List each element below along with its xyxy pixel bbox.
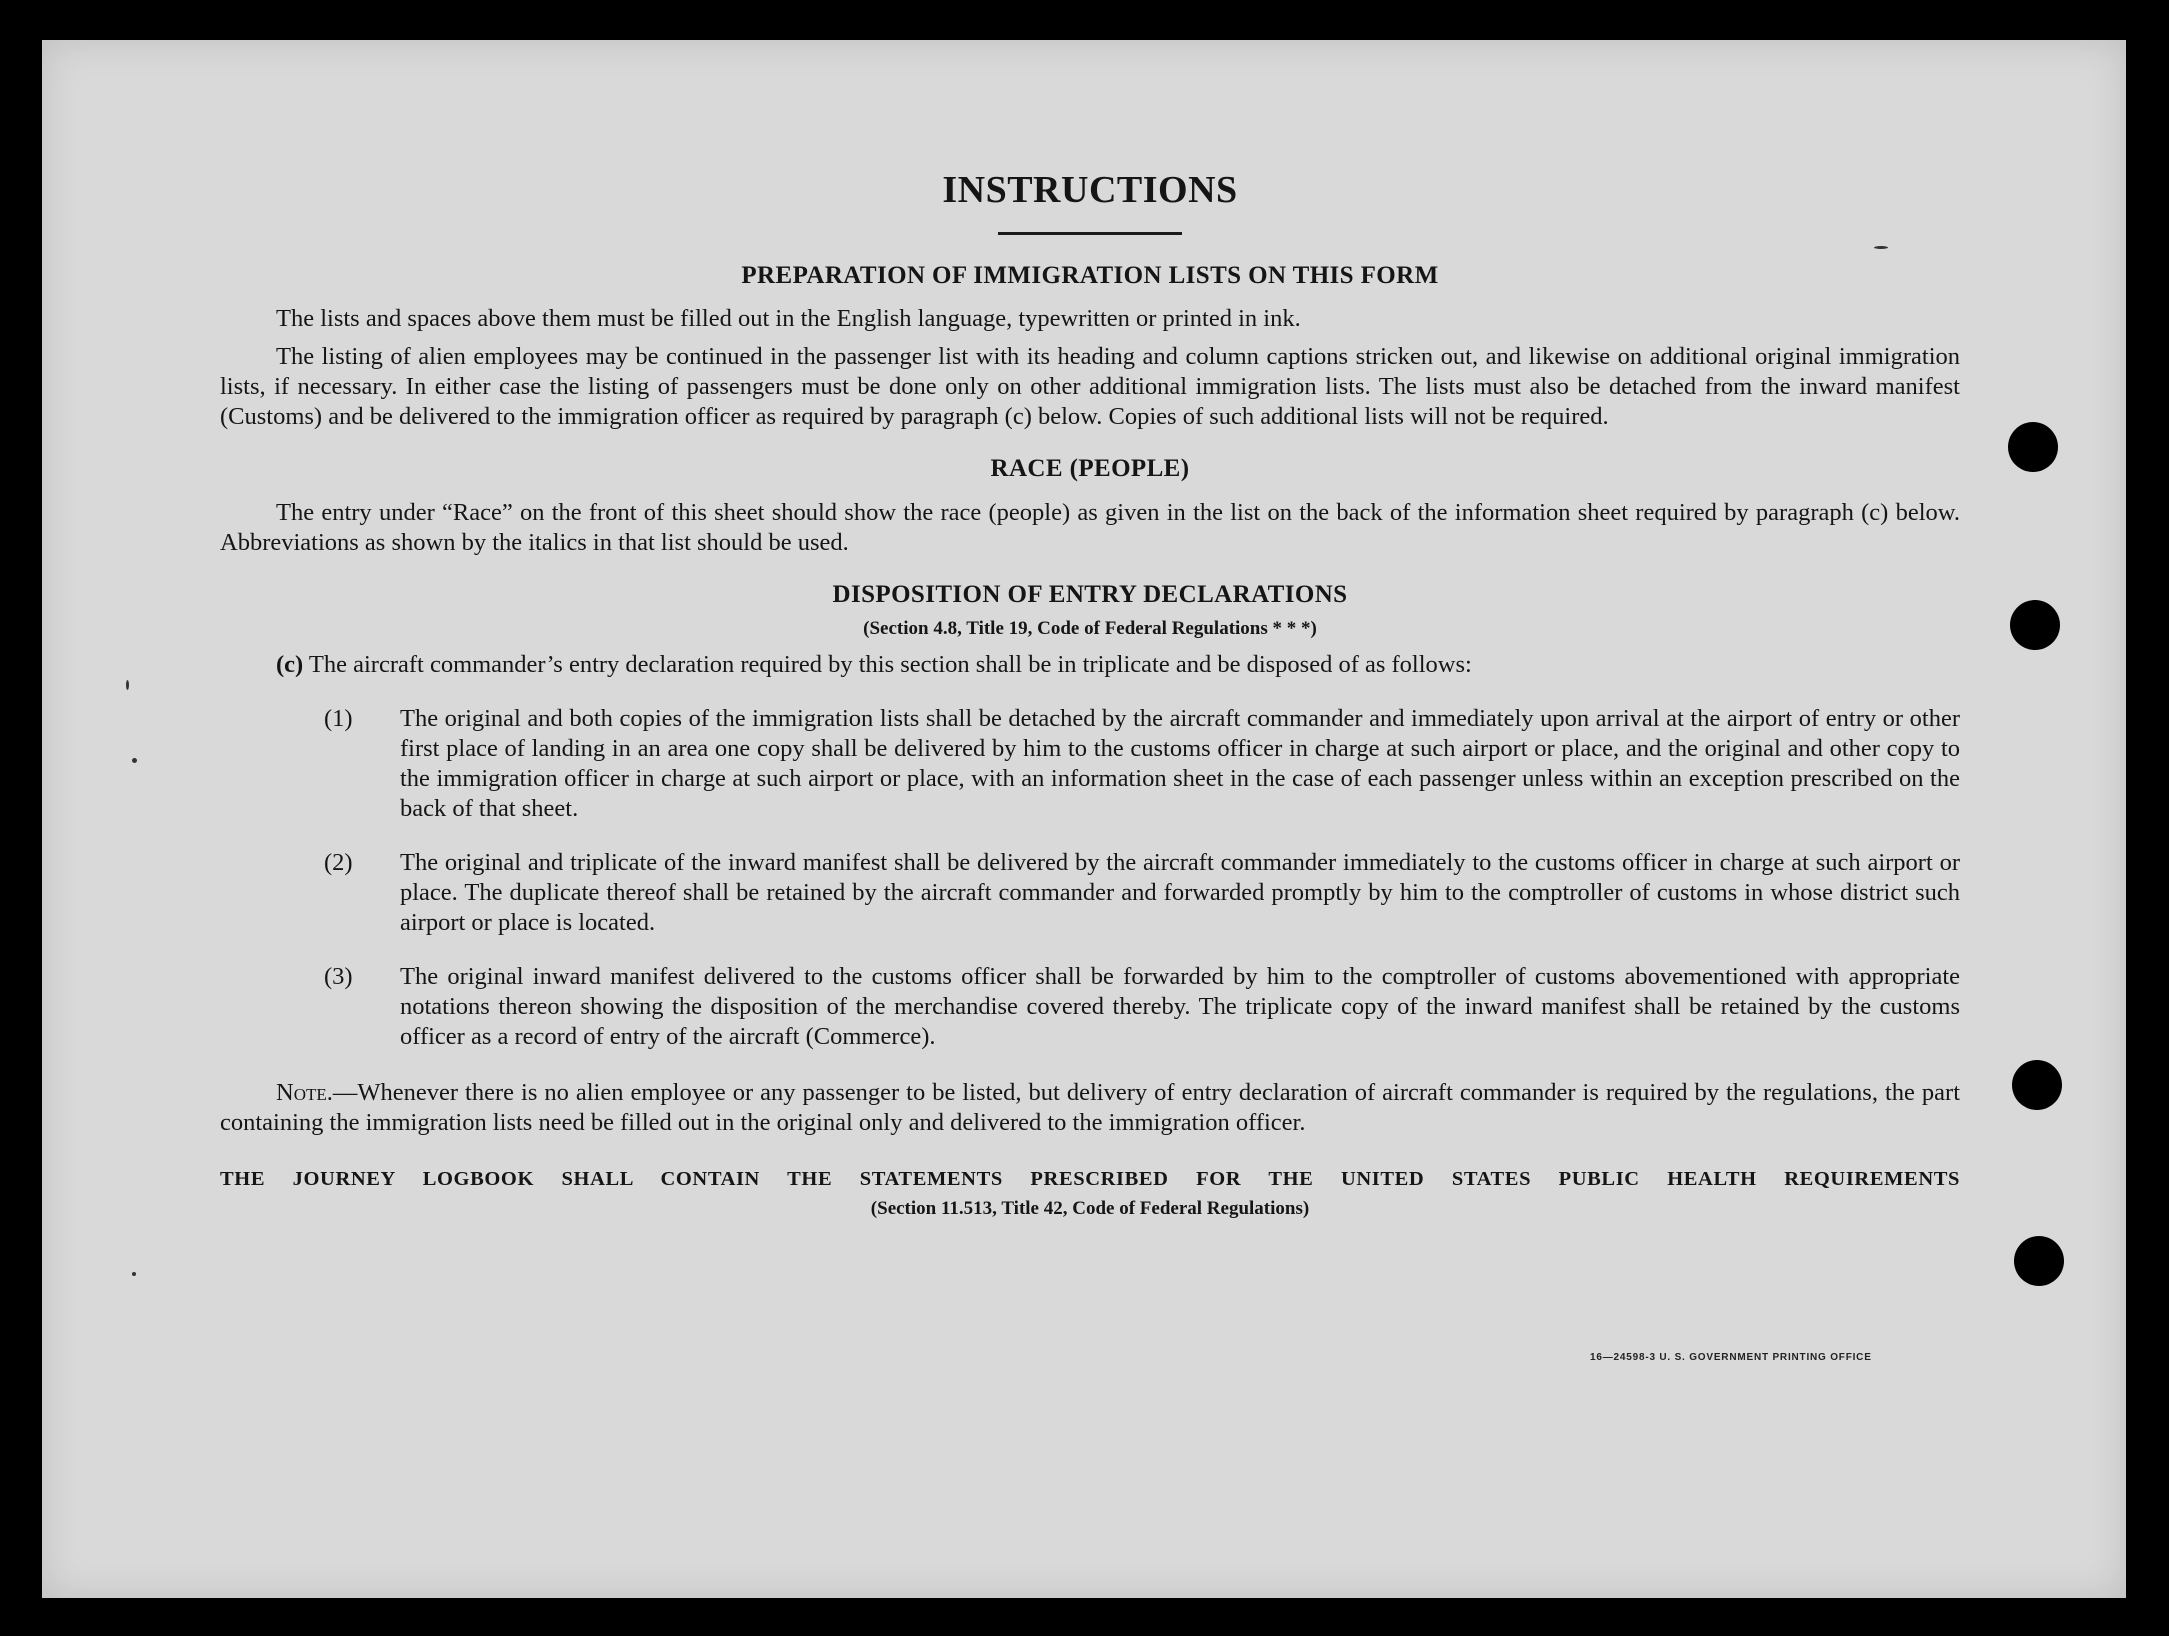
clause-c-text: The aircraft commander’s entry declaration required by this section shall be in triplicate and be disposed of as follows: <box>308 651 1472 678</box>
speck-mark <box>132 1272 136 1276</box>
punch-hole <box>2012 1060 2062 1110</box>
punch-hole <box>2010 600 2060 650</box>
disposition-item-2 <box>220 848 1960 938</box>
clause-c-label: (c) <box>276 651 304 678</box>
note-label: Note. <box>276 1079 333 1106</box>
item-number: (2) <box>324 849 353 876</box>
logbook-citation: (Section 11.513, Title 42, Code of Federal Regulations) <box>870 1198 1310 1219</box>
logbook-statement: THE JOURNEY LOGBOOK SHALL CONTAIN THE STATEMENTS PRESCRIBED FOR THE UNITED STATES PUBLIC HEALTH REQUIREMENTS <box>220 1168 1960 1190</box>
race-heading: RACE (PEOPLE) <box>990 455 1190 482</box>
note-text: —Whenever there is no alien employee or any passenger to be listed, but delivery of entry declaration of aircraft commander is required by the regulations, the part containing the immigration lists need be filled out in the original only and delivered to the immigration officer. <box>220 1079 1960 1136</box>
page-title: INSTRUCTIONS <box>942 169 1238 211</box>
disposition-clause-c <box>220 650 1960 680</box>
punch-hole <box>2008 422 2058 472</box>
punch-hole <box>2014 1236 2064 1286</box>
item-text: The original and both copies of the immigration lists shall be detached by the aircraft commander and immediately upon arrival at the airport of entry or other first place of landing in an area one copy shall be delivered by him to the customs officer in charge at such airport or place, and the original and other copy to the immigration officer in charge at such airport or place, with an information sheet in the case of each passenger unless within an exception prescribed on the back of that sheet. <box>400 705 1960 822</box>
paper-sheet <box>42 40 2126 1598</box>
instructions-content <box>220 130 1960 1222</box>
disposition-heading: DISPOSITION OF ENTRY DECLARATIONS <box>832 581 1348 608</box>
disposition-item-3 <box>220 962 1960 1052</box>
item-text: The original inward manifest delivered to the customs officer shall be forwarded by him to the comptroller of customs abovementioned with appropriate notations thereon showing the disposition of the merchandise covered thereby. The triplicate copy of the inward manifest shall be retained by the customs officer as a record of entry of the aircraft (Commerce). <box>400 963 1960 1050</box>
speck-mark <box>132 758 137 763</box>
title-underline <box>998 232 1182 235</box>
item-number: (3) <box>324 963 353 990</box>
disposition-citation: (Section 4.8, Title 19, Code of Federal Regulations * * *) <box>863 618 1317 639</box>
speck-mark <box>126 680 129 690</box>
note-paragraph <box>220 1078 1960 1138</box>
race-paragraph: The entry under “Race” on the front of this sheet should show the race (people) as given in the list on the back of the information sheet required by paragraph (c) below. Abbreviations as shown by the italics in that list should be used. <box>220 499 1960 556</box>
preparation-heading: PREPARATION OF IMMIGRATION LISTS ON THIS FORM <box>741 262 1439 289</box>
item-text: The original and triplicate of the inward manifest shall be delivered by the aircraft commander immediately to the customs officer in charge at such airport or place. The duplicate thereof shall be retained by the aircraft commander and forwarded promptly by him to the comptroller of customs in whose district such airport or place is located. <box>400 849 1960 936</box>
preparation-paragraph-2: The listing of alien employees may be continued in the passenger list with its heading and column captions stricken out, and likewise on additional original immigration lists, if necessary. In either case the listing of passengers must be done only on other additional immigration lists. The lists must also be detached from the inward manifest (Customs) and be delivered to the immigration officer as required by paragraph (c) below. Copies of such additional lists will not be required. <box>220 343 1960 430</box>
item-number: (1) <box>324 705 353 732</box>
preparation-paragraph-1: The lists and spaces above them must be filled out in the English language, typewritten or printed in ink. <box>276 305 1301 332</box>
printing-office-code: 16—24598-3 U. S. GOVERNMENT PRINTING OFFICE <box>1590 1352 1872 1363</box>
disposition-item-1 <box>220 704 1960 824</box>
